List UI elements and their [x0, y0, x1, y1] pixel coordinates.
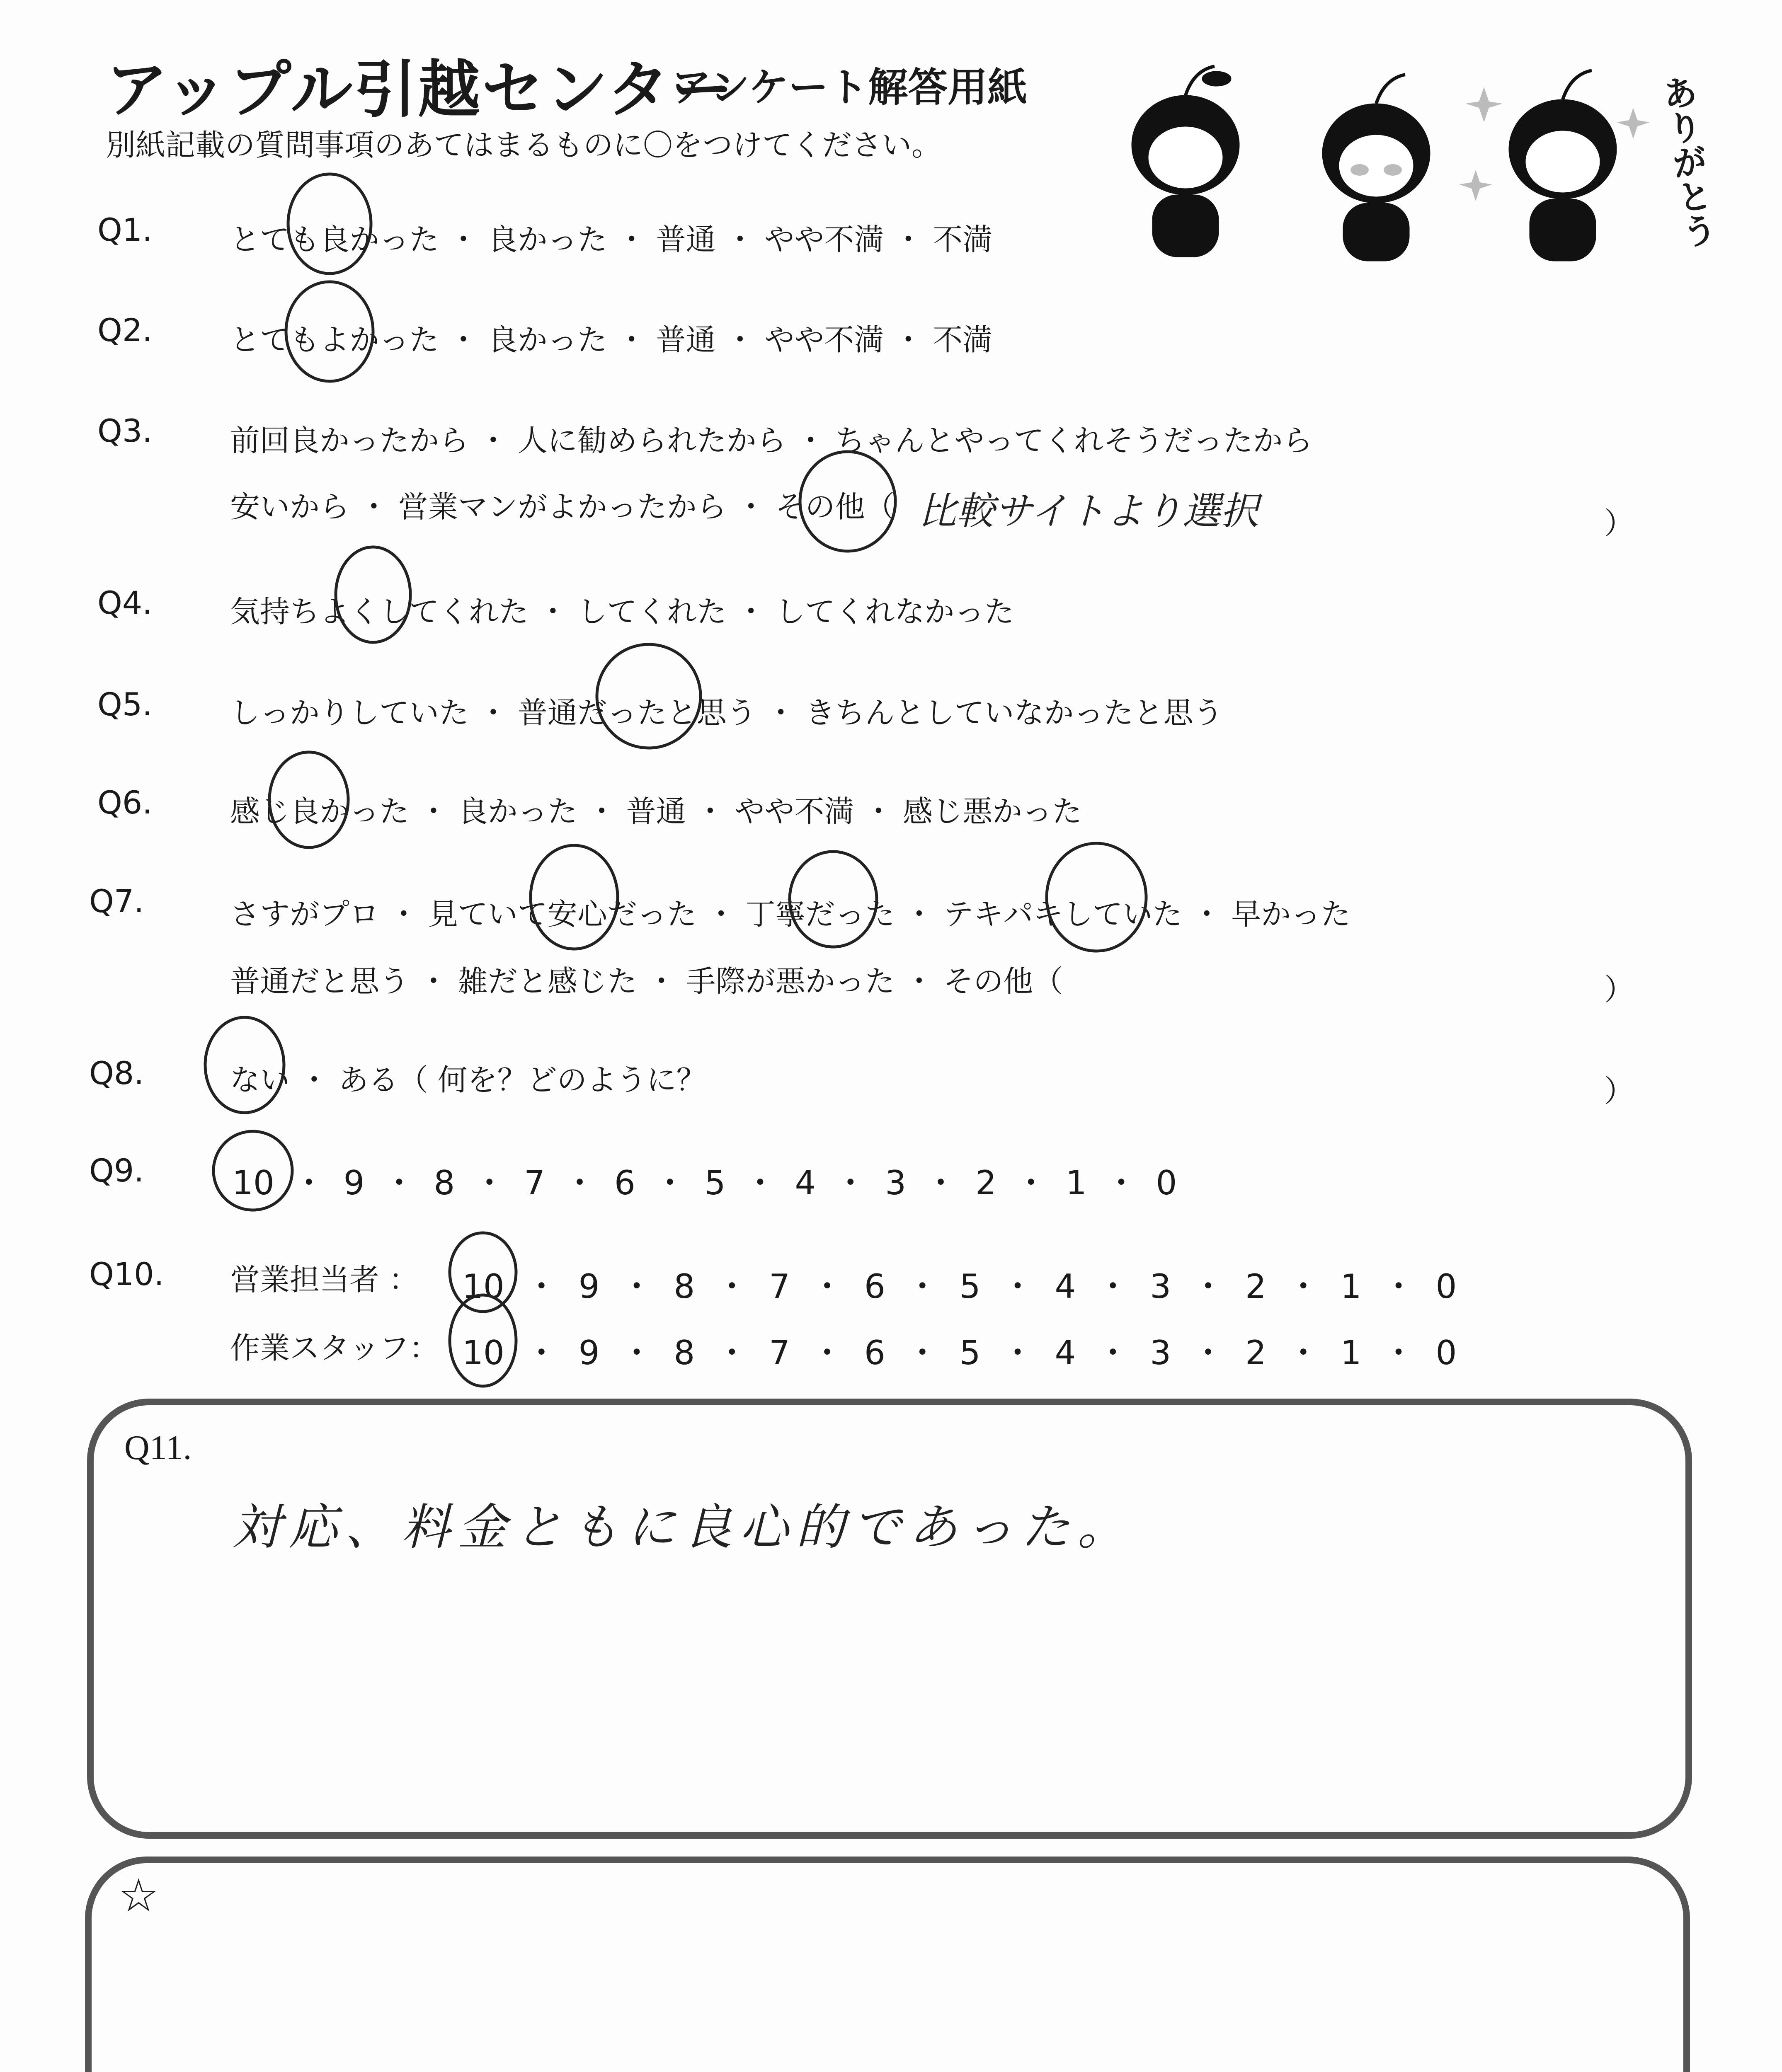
q7-label: Q7. [89, 883, 144, 920]
q8-label: Q8. [89, 1055, 144, 1092]
q5-options[interactable]: しっかりしていた ・ 普通だったと思う ・ きちんとしていなかったと思う [230, 695, 1223, 730]
q11-comment-box [87, 1399, 1692, 1839]
q11-comment[interactable]: 対応、料金ともに良心的であった。 [232, 1498, 1134, 1556]
q4-label: Q4. [97, 584, 153, 621]
q10-staff-scale[interactable]: 10 ・ 9 ・ 8 ・ 7 ・ 6 ・ 5 ・ 4 ・ 3 ・ 2 ・ 1 ・ 0 [462, 1334, 1457, 1372]
q6-label: Q6. [97, 784, 153, 821]
q2-label: Q2. [97, 312, 153, 349]
q6-options[interactable]: 感じ良かった ・ 良かった ・ 普通 ・ やや不満 ・ 感じ悪かった [230, 794, 1082, 829]
q10-sales-scale[interactable]: 10 ・ 9 ・ 8 ・ 7 ・ 6 ・ 5 ・ 4 ・ 3 ・ 2 ・ 1 ・ 0 [462, 1267, 1457, 1306]
q8-close-paren: ） [1604, 1074, 1634, 1109]
q3-options-line2[interactable]: 安いから ・ 営業マンがよかったから ・ その他（ [230, 489, 895, 524]
q7-options-line1[interactable]: さすがプロ ・ 見ていて安心だった ・ 丁寧だった ・ テキパキしていた ・ 早かった [230, 897, 1351, 932]
q5-label: Q5. [97, 686, 153, 723]
q9-label: Q9. [89, 1152, 144, 1189]
q3-close-paren: ） [1604, 506, 1634, 541]
q9-scale[interactable]: 10 ・ 9 ・ 8 ・ 7 ・ 6 ・ 5 ・ 4 ・ 3 ・ 2 ・ 1 ・ 0 [232, 1164, 1177, 1202]
q3-label: Q3. [97, 412, 153, 449]
q8-options[interactable]: ない ・ ある（ 何を？どのように？ [230, 1063, 706, 1097]
q3-options-line1[interactable]: 前回良かったから ・ 人に勧められたから ・ ちゃんとやってくれそうだったから [230, 423, 1313, 458]
mascot-caption: ありがとう [1655, 73, 1719, 251]
q7-close-paren: ） [1604, 972, 1634, 1007]
q11-label: Q11. [124, 1428, 192, 1467]
brand-title: アップル引越センター [106, 54, 735, 126]
q10-label: Q10. [89, 1256, 164, 1293]
free-comment-box[interactable] [85, 1857, 1690, 2072]
star-icon: ☆ [118, 1871, 159, 1921]
q10-sales-label: 営業担当者 ： [230, 1262, 419, 1297]
q10-staff-label: 作業スタッフ： [230, 1331, 439, 1365]
q2-options[interactable]: とてもよかった ・ 良かった ・ 普通 ・ やや不満 ・ 不満 [230, 322, 993, 357]
q3-other-handwritten: 比較サイトより選択 [918, 489, 1259, 533]
q4-options[interactable]: 気持ちよくしてくれた ・ してくれた ・ してくれなかった [230, 594, 1014, 629]
q7-options-line2[interactable]: 普通だと思う ・ 雑だと感じた ・ 手際が悪かった ・ その他（ [230, 964, 1063, 999]
instruction-text: 別紙記載の質問事項のあてはまるものに〇をつけてください。 [106, 128, 942, 162]
q1-label: Q1. [97, 211, 153, 248]
mascot-illustration [1111, 62, 1691, 278]
q1-options[interactable]: とても良かった ・ 良かった ・ 普通 ・ やや不満 ・ 不満 [230, 222, 993, 257]
form-subtitle: アンケート解答用紙 [672, 64, 1028, 111]
